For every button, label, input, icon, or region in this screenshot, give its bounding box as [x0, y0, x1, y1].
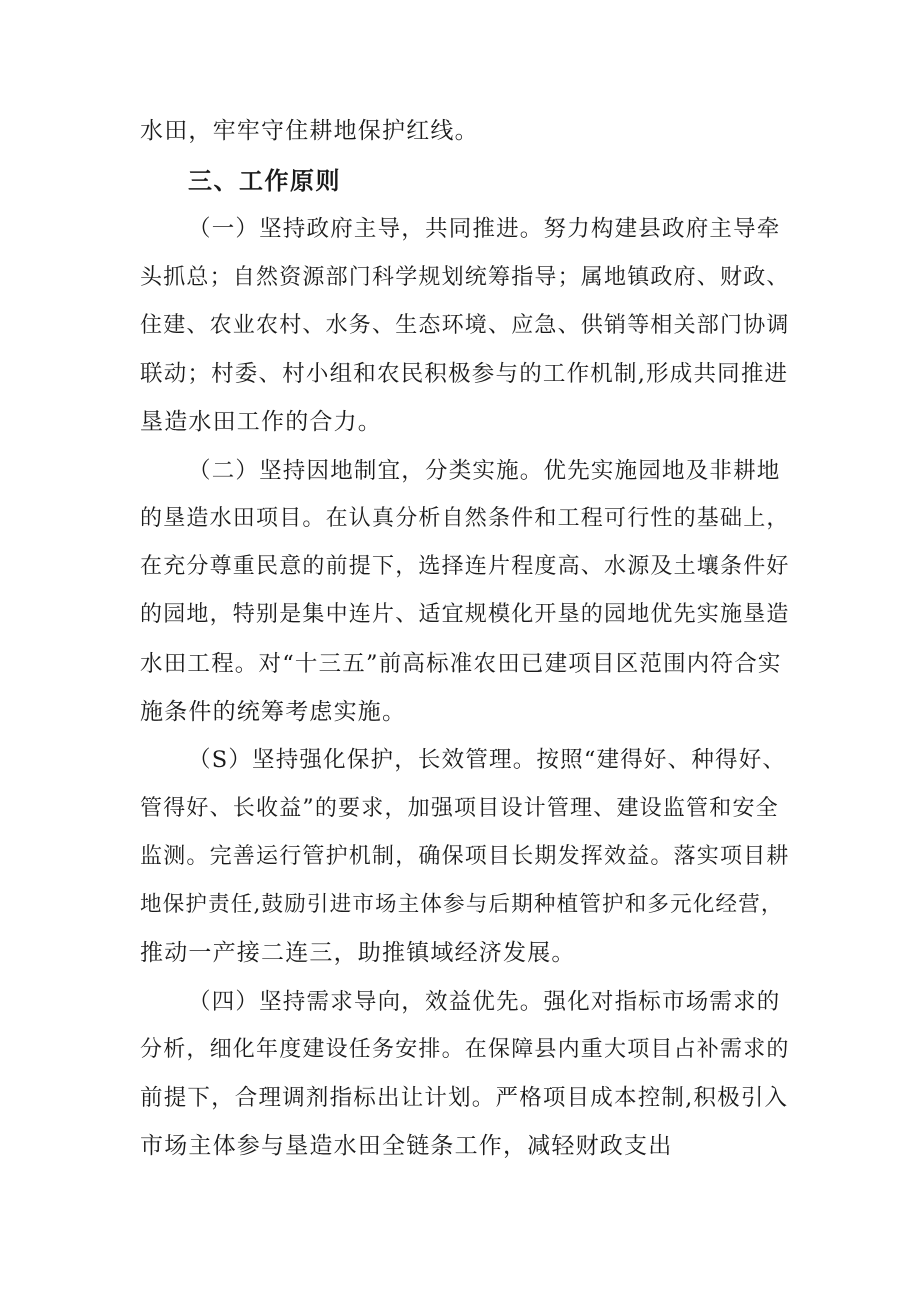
paragraph-line: 推动一产接二连三，助推镇域经济发展。 [140, 940, 576, 966]
paragraph-line: 的园地，特别是集中连片、适宜规模化开垦的园地优先实施垦造 [140, 602, 790, 627]
paragraph-line: 头抓总；自然资源部门科学规划统筹指导；属地镇政府、财政、 [140, 265, 790, 290]
paragraph-line: 垦造水田工作的合力。 [140, 409, 382, 435]
paragraph-line: 前提下，合理调剂指标出让计划。严格项目成本控制,积极引入 [140, 1085, 789, 1111]
paragraph-line: 在充分尊重民意的前提下，选择连片程度高、水源及土壤条件好 [140, 554, 790, 579]
paragraph-line: （一）坚持政府主导，共同推进。努力构建县政府主导牵 [188, 216, 781, 242]
paragraph-line: 联动；村委、村小组和农民积极参与的工作机制,形成共同推进 [140, 361, 789, 387]
paragraph-line: （四）坚持需求导向，效益优先。强化对指标市场需求的 [188, 989, 781, 1015]
paragraph-line: 水田工程。对“十三五”前高标准农田已建项目区范围内符合实 [140, 651, 782, 677]
paragraph-line: 地保护责任,鼓励引进市场主体参与后期种植管护和多元化经营， [140, 892, 784, 917]
continuation-line: 水田，牢牢守住耕地保护红线。 [140, 118, 479, 144]
paragraph-line: 施条件的统筹考虑实施。 [140, 699, 407, 725]
paragraph-line: 住建、农业农村、水务、生态环境、应急、供销等相关部门协调 [140, 313, 790, 338]
paragraph-line: 监测。完善运行管护机制，确保项目长期发挥效益。落实项目耕 [140, 844, 790, 869]
paragraph-line: 分析，细化年度建设任务安排。在保障县内重大项目占补需求的 [140, 1037, 790, 1062]
paragraph-line: 市场主体参与垦造水田全链条工作，减轻财政支出 [140, 1133, 673, 1159]
section-heading: 三、工作原则 [188, 167, 341, 195]
paragraph-line: （S）坚持强化保护，长效管理。按照“建得好、种得好、 [188, 747, 787, 773]
paragraph-line: （二）坚持因地制宜，分类实施。优先实施园地及非耕地 [188, 458, 781, 484]
paragraph-line: 的垦造水田项目。在认真分析自然条件和工程可行性的基础上， [140, 506, 790, 531]
paragraph-line: 管得好、长收益”的要求，加强项目设计管理、建设监管和安全 [140, 796, 779, 821]
